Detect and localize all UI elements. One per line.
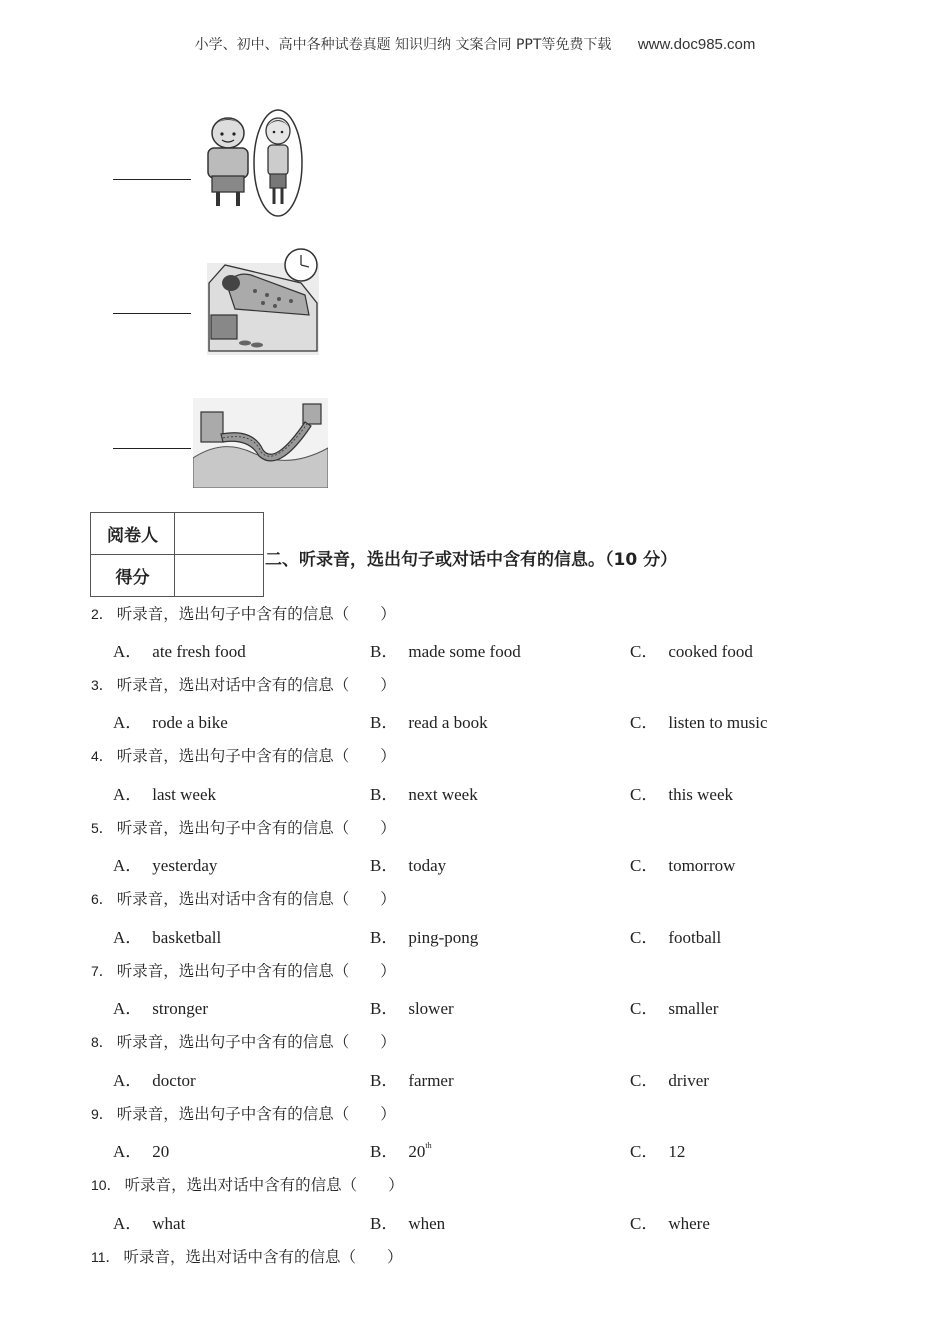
question-text: 听录音，选出句子中含有的信息（ ） bbox=[116, 605, 396, 623]
question-number: 7． bbox=[91, 963, 113, 979]
question-5 bbox=[91, 816, 396, 838]
question-8 bbox=[91, 1030, 396, 1052]
option-a[interactable]: A． doctor bbox=[113, 1071, 196, 1090]
question-number: 10． bbox=[91, 1177, 121, 1193]
question-3 bbox=[91, 673, 396, 695]
question-number: 11． bbox=[91, 1249, 120, 1265]
option-b[interactable]: B． read a book bbox=[370, 713, 488, 732]
question-4 bbox=[91, 744, 396, 766]
score-table bbox=[90, 512, 264, 597]
option-c[interactable]: C． smaller bbox=[630, 999, 719, 1018]
answer-blank[interactable] bbox=[113, 313, 191, 314]
question-9 bbox=[91, 1102, 396, 1124]
answer-blank[interactable] bbox=[113, 448, 191, 449]
question-number: 6． bbox=[91, 891, 113, 907]
score-cell[interactable] bbox=[175, 555, 264, 597]
two-boys-icon bbox=[200, 108, 310, 218]
option-b[interactable]: B． today bbox=[370, 856, 447, 875]
option-c[interactable]: C． cooked food bbox=[630, 642, 753, 661]
option-a[interactable]: A． rode a bike bbox=[113, 713, 228, 732]
option-b[interactable]: B． farmer bbox=[370, 1071, 454, 1090]
option-c[interactable]: C． this week bbox=[630, 785, 734, 804]
question-number: 2． bbox=[91, 606, 113, 622]
page-header bbox=[0, 34, 950, 54]
question-11 bbox=[91, 1245, 403, 1267]
ordinal-suffix: th bbox=[425, 1141, 432, 1150]
question-text: 听录音，选出句子中含有的信息（ ） bbox=[116, 747, 396, 765]
question-text: 听录音，选出对话中含有的信息（ ） bbox=[116, 890, 396, 908]
question-text: 听录音，选出句子中含有的信息（ ） bbox=[116, 1033, 396, 1051]
option-a[interactable]: A． 20 bbox=[113, 1142, 170, 1161]
reviewer-label: 阅卷人 bbox=[91, 513, 175, 555]
option-a[interactable]: A． last week bbox=[113, 785, 217, 804]
question-text: 听录音，选出对话中含有的信息（ ） bbox=[123, 1248, 403, 1266]
question-number: 4． bbox=[91, 748, 113, 764]
option-b[interactable]: B． ping-pong bbox=[370, 928, 479, 947]
option-b[interactable]: B． next week bbox=[370, 785, 478, 804]
question-7 bbox=[91, 959, 396, 981]
header-text: 小学、初中、高中各种试卷真题 知识归纳 文案合同 PPT等免费下载 bbox=[194, 37, 612, 53]
header-url[interactable]: www.doc985.com bbox=[637, 36, 756, 53]
question-6 bbox=[91, 887, 396, 909]
option-c[interactable]: C． where bbox=[630, 1214, 710, 1233]
option-a[interactable]: A． ate fresh food bbox=[113, 642, 246, 661]
question-text: 听录音，选出对话中含有的信息（ ） bbox=[116, 676, 396, 694]
question-text: 听录音，选出句子中含有的信息（ ） bbox=[116, 1105, 396, 1123]
question-2 bbox=[91, 602, 396, 624]
question-number: 3． bbox=[91, 677, 113, 693]
question-text: 听录音，选出句子中含有的信息（ ） bbox=[116, 962, 396, 980]
option-b[interactable]: B． when bbox=[370, 1214, 446, 1233]
option-a[interactable]: A． stronger bbox=[113, 999, 208, 1018]
section-title: 二、听录音，选出句子或对话中含有的信息。（10 分） bbox=[265, 550, 678, 570]
option-c[interactable]: C． football bbox=[630, 928, 722, 947]
option-c[interactable]: C． driver bbox=[630, 1071, 709, 1090]
option-a[interactable]: A． basketball bbox=[113, 928, 222, 947]
score-label: 得分 bbox=[91, 555, 175, 597]
question-10 bbox=[91, 1173, 404, 1195]
answer-blank[interactable] bbox=[113, 179, 191, 180]
question-text: 听录音，选出句子中含有的信息（ ） bbox=[116, 819, 396, 837]
option-b[interactable]: B． made some food bbox=[370, 642, 521, 661]
question-number: 5． bbox=[91, 820, 113, 836]
option-b[interactable]: B． 20th bbox=[370, 1141, 432, 1161]
reviewer-cell[interactable] bbox=[175, 513, 264, 555]
question-number: 8． bbox=[91, 1034, 113, 1050]
option-c[interactable]: C． listen to music bbox=[630, 713, 768, 732]
question-number: 9． bbox=[91, 1106, 113, 1122]
great-wall-icon bbox=[193, 398, 328, 488]
sleeping-in-bed-icon bbox=[205, 243, 323, 357]
option-c[interactable]: C． 12 bbox=[630, 1142, 686, 1161]
option-a[interactable]: A． what bbox=[113, 1214, 186, 1233]
option-b[interactable]: B． slower bbox=[370, 999, 454, 1018]
question-text: 听录音，选出对话中含有的信息（ ） bbox=[124, 1176, 404, 1194]
option-c[interactable]: C． tomorrow bbox=[630, 856, 736, 875]
option-a[interactable]: A． yesterday bbox=[113, 856, 218, 875]
